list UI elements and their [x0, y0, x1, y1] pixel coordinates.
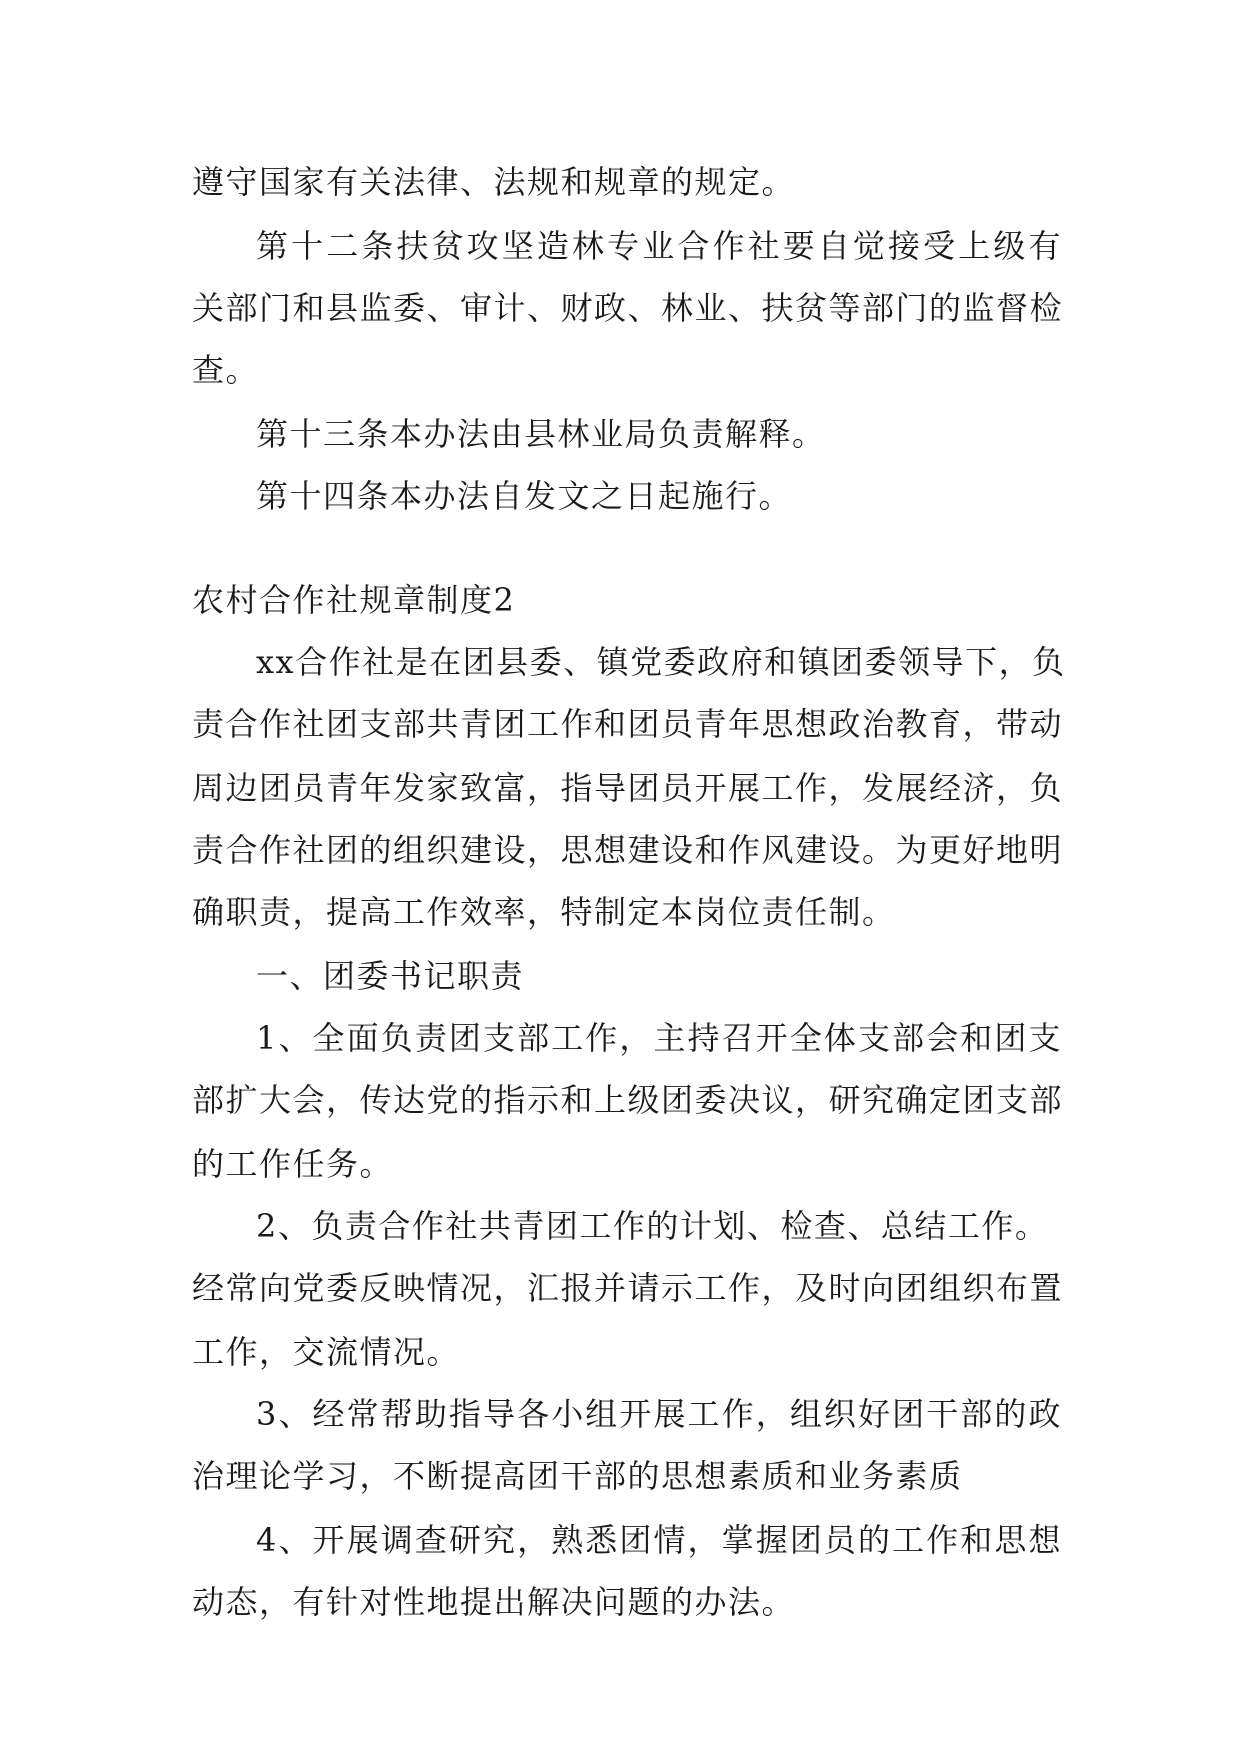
text-line: 经常向党委反映情况，汇报并请示工作，及时向团组织布置 — [192, 1269, 1064, 1307]
text-line: 2、负责合作社共青团工作的计划、检查、总结工作。 — [256, 1207, 1049, 1245]
text-line: 3、经常帮助指导各小组开展工作，组织好团干部的政 — [256, 1395, 1062, 1433]
text-line: 责合作社团的组织建设，思想建设和作风建设。为更好地明 — [192, 831, 1064, 869]
text-line: 查。 — [192, 351, 260, 389]
text-line: 1、全面负责团支部工作，主持召开全体支部会和团支 — [256, 1019, 1062, 1057]
text-line: 关部门和县监委、审计、财政、林业、扶贫等部门的监督检 — [192, 289, 1064, 327]
text-line: xx合作社是在团县委、镇党委政府和镇团委领导下，负 — [256, 643, 1066, 681]
text-line: 确职责，提高工作效率，特制定本岗位责任制。 — [192, 893, 896, 931]
text-line: 工作，交流情况。 — [192, 1333, 461, 1371]
text-line: 周边团员青年发家致富，指导团员开展工作，发展经济，负 — [192, 769, 1064, 807]
text-line: 动态，有针对性地提出解决问题的办法。 — [192, 1583, 796, 1621]
text-line: 第十四条本办法自发文之日起施行。 — [256, 477, 793, 515]
text-line: 部扩大会，传达党的指示和上级团委决议，研究确定团支部 — [192, 1081, 1064, 1119]
text-line: 的工作任务。 — [192, 1145, 394, 1183]
text-line: 治理论学习，不断提高团干部的思想素质和业务素质 — [192, 1457, 963, 1495]
text-line: 遵守国家有关法律、法规和规章的规定。 — [192, 163, 796, 201]
text-line: 第十三条本办法由县林业局负责解释。 — [256, 415, 826, 453]
subsection-heading: 一、团委书记职责 — [256, 957, 525, 995]
section-heading: 农村合作社规章制度2 — [192, 581, 516, 619]
text-line: 第十二条扶贫攻坚造林专业合作社要自觉接受上级有 — [256, 227, 1062, 265]
text-line: 责合作社团支部共青团工作和团员青年思想政治教育，带动 — [192, 705, 1064, 743]
text-line: 4、开展调查研究，熟悉团情，掌握团员的工作和思想 — [256, 1521, 1062, 1559]
